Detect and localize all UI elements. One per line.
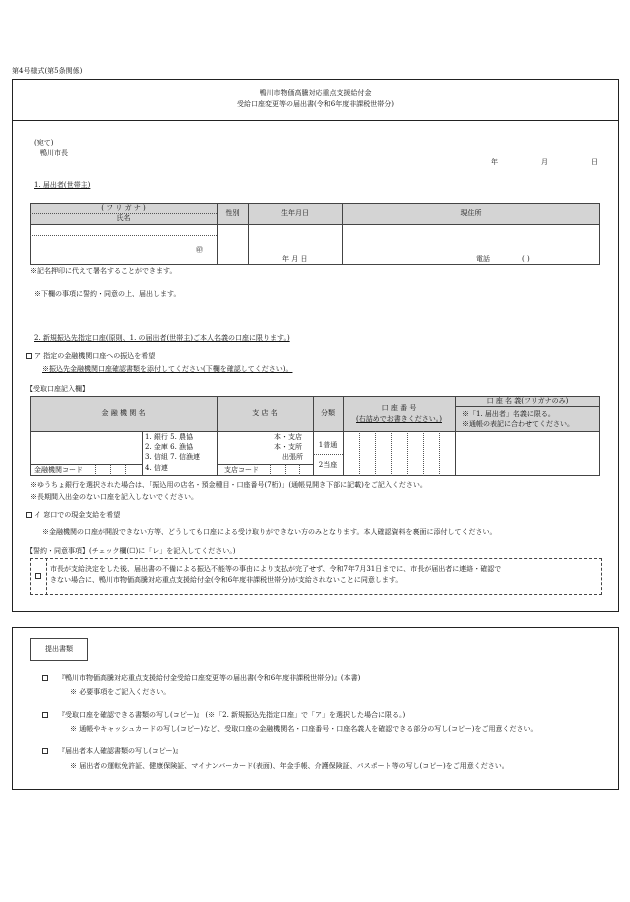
seal-mark: ㊞ (196, 246, 203, 254)
branch-type-1: 本・支店 (274, 433, 302, 441)
option-i-checkbox[interactable] (26, 512, 32, 518)
bank-code-label: 金融機関コード (34, 466, 83, 474)
branch-type-3: 出張所 (282, 453, 303, 461)
doc1-note: ※ 必要事項をご記入ください。 (70, 688, 171, 696)
bank-type-1: 1. 銀行 5. 農協 (145, 433, 194, 441)
option-i-note: ※金融機関の口座が開設できない方等、どうしても口座による受け取りができない方のみとなります。本人確認資料を裏面に添付してください。 (42, 528, 497, 536)
account-type-1: 1普通 (318, 441, 338, 449)
doc2-note: ※ 通帳やキャッシュカードの写し(コピー)など、受取口座の金融機関名・口座番号・口座名義人を確認できる部分の写し(コピー)をご用意ください。 (70, 725, 538, 733)
pledge-checkbox[interactable] (35, 573, 41, 579)
addressee: (宛て) (34, 139, 54, 147)
doc1-title: 『鴨川市物価高騰対応重点支援給付金受給口座変更等の届出書(令和6年度非課税世帯分)』(本書) (58, 674, 361, 682)
gender-label: 性別 (225, 209, 240, 217)
note-signature: ※記名押印に代えて署名することができます。 (30, 267, 177, 275)
account-table-heading: 【受取口座記入欄】 (26, 385, 89, 393)
holder-note2: ※通帳の表記に合わせてください。 (462, 420, 574, 428)
address-label: 現住所 (460, 209, 482, 217)
note-pledge: ※下欄の事項に誓約・同意の上、届出します。 (34, 290, 181, 298)
col-account: 口 座 番 号 (381, 404, 417, 412)
col-holder: 口 座 名 義(フリガナのみ) (486, 397, 569, 405)
holder-note1: ※「1. 届出者」名義に限る。 (462, 410, 555, 418)
bank-type-2: 2. 金庫 6. 漁協 (145, 443, 194, 451)
date-month[interactable]: 月 (541, 158, 548, 166)
phone-label: 電話 (476, 255, 490, 263)
account-type-2: 2当座 (318, 461, 338, 469)
documents-heading: 提出書類 (45, 645, 73, 653)
col-branch: 支 店 名 (252, 409, 278, 417)
branch-type-2: 本・支所 (274, 443, 302, 451)
date-year[interactable]: 年 (491, 158, 498, 166)
section1-heading: 1. 届出者(世帯主) (34, 181, 91, 189)
form-number: 第4号様式(第5条関係) (12, 67, 83, 75)
form-title-line1: 鴨川市物価高騰対応重点支援給付金 (259, 89, 372, 97)
form-title-line2: 受給口座変更等の届出書(令和6年度非課税世帯分) (237, 100, 394, 108)
pledge-heading: 【誓約・同意事項】(チェック欄(☐)に「レ」を記入してください。) (26, 547, 236, 555)
section2-heading: 2. 新規振込先指定口座(原則、1. の届出者(世帯主)ご本人名義の口座に限ります。) (34, 334, 290, 342)
note-longterm: ※長期間入出金のない口座を記入しないでください。 (30, 493, 198, 501)
pledge-line1: 市長が支給決定をした後、届出書の不備による振込不能等の事由により支払が完了せず、令和7年7月31日までに、市長が届出者に連絡・確認で (50, 565, 502, 573)
date-day[interactable]: 日 (591, 158, 598, 166)
col-type: 分類 (321, 409, 335, 417)
doc2-checkbox[interactable] (42, 712, 48, 718)
branch-code-label: 支店コード (224, 466, 259, 474)
doc3-note: ※ 届出者の運転免許証、健康保険証、マイナンバーカード(表面)、年金手帳、介護保険証、パスポート等の写し(コピー)をご用意ください。 (70, 762, 509, 770)
birthdate-ymd[interactable]: 年 月 日 (282, 255, 308, 263)
pledge-line2: きない場合に、鴨川市物価高騰対応重点支援給付金(令和6年度非課税世帯分)が支給されないことに同意します。 (50, 576, 403, 584)
phone-parens[interactable]: ( ) (522, 255, 530, 263)
mayor: 鴨川市長 (40, 149, 68, 157)
option-i: イ 窓口での現金支給を希望 (34, 511, 121, 519)
note-yucho: ※ゆうちょ銀行を選択された場合は、「振込用の店名・預金種目・口座番号(7桁)」(通帳見開き下部に記載)をご記入ください。 (30, 481, 427, 489)
furigana-label: ( フ リ ガ ナ ) (101, 204, 146, 212)
bank-type-4: 4. 信連 (145, 464, 168, 472)
name-label: 氏名 (116, 214, 131, 222)
doc2-title: 『受取口座を確認できる書類の写し(コピー)』 (※「2. 新規振込先指定口座」で「ア」を選択した場合に限る。) (58, 711, 406, 719)
doc3-title: 『届出者本人確認書類の写し(コピー)』 (58, 747, 183, 755)
doc1-checkbox[interactable] (42, 675, 48, 681)
col-bank: 金 融 機 関 名 (101, 409, 146, 417)
option-a-checkbox[interactable] (26, 353, 32, 359)
birthdate-label: 生年月日 (281, 209, 309, 217)
doc3-checkbox[interactable] (42, 748, 48, 754)
option-a-note: ※振込先金融機関口座確認書類を添付してください(下欄を確認してください)。 (42, 365, 293, 373)
bank-type-3: 3. 信組 7. 信漁連 (145, 453, 201, 461)
option-a: ア 指定の金融機関口座への振込を希望 (34, 352, 156, 360)
col-account-sub: (右詰めでお書きください。) (356, 415, 442, 423)
